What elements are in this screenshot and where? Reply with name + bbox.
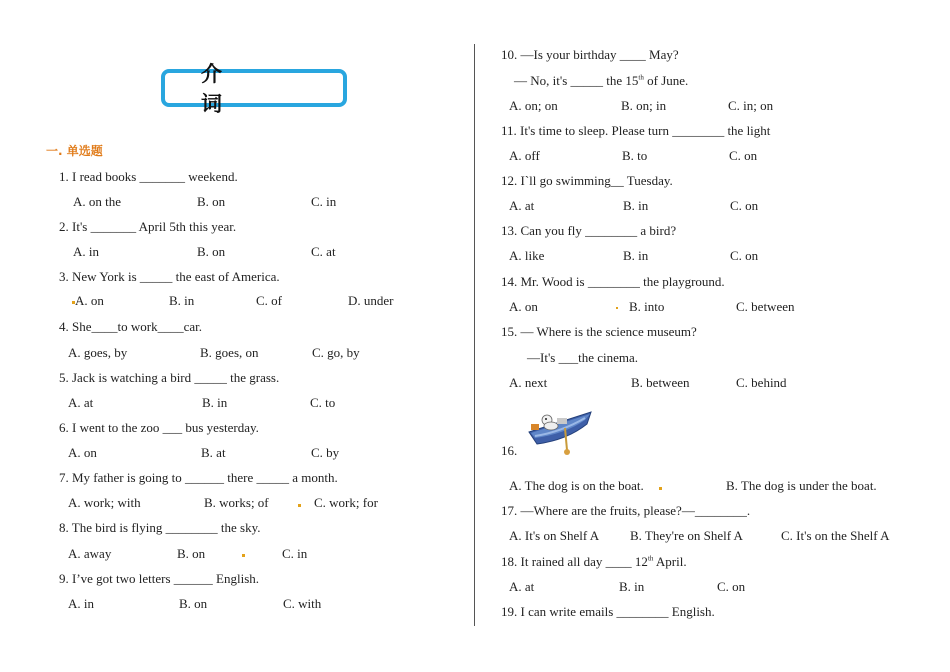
- option-6a: A. on: [68, 445, 97, 460]
- option-12c: C. on: [730, 198, 759, 213]
- option-11c: C. on: [729, 148, 758, 163]
- boat-with-dog-image: [527, 406, 595, 456]
- option-9a: A. in: [68, 596, 94, 611]
- question-5: 5. Jack is watching a bird _____ the grass.: [59, 370, 280, 385]
- option-13c: C. on: [730, 248, 759, 263]
- column-divider: [474, 44, 475, 626]
- option-11a: A. off: [509, 148, 540, 163]
- option-2c: C. at: [311, 244, 336, 259]
- question-19: 19. I can write emails ________ English.: [501, 604, 715, 619]
- option-8b: B. on: [177, 546, 206, 561]
- option-5b: B. in: [202, 395, 228, 410]
- option-10c: C. in; on: [728, 98, 774, 113]
- option-15a: A. next: [509, 375, 548, 390]
- option-7a: A. work; with: [68, 495, 141, 510]
- option-10b: B. on; in: [621, 98, 667, 113]
- title-box: [161, 62, 347, 116]
- option-17b: B. They're on Shelf A: [630, 528, 743, 543]
- question-6: 6. I went to the zoo ___ bus yesterday.: [59, 420, 259, 435]
- option-11b: B. to: [622, 148, 648, 163]
- question-10-line2: [514, 73, 688, 88]
- option-9b: B. on: [179, 596, 208, 611]
- question-15: 15. — Where is the science museum?: [501, 324, 697, 339]
- option-9c: C. with: [283, 596, 322, 611]
- option-4b: B. goes, on: [200, 345, 259, 360]
- question-12: 12. I`ll go swimming__ Tuesday.: [501, 173, 673, 188]
- question-1: 1. I read books _______ weekend.: [59, 169, 238, 184]
- question-4: 4. She____to work____car.: [59, 319, 202, 334]
- question-16: 16.: [501, 443, 518, 458]
- question-8: 8. The bird is flying ________ the sky.: [59, 520, 261, 535]
- mark-dot: [616, 307, 618, 309]
- question-15-line2: —It's ___the cinema.: [527, 350, 639, 365]
- option-6b: B. at: [201, 445, 226, 460]
- question-10: 10. —Is your birthday ____ May?: [501, 47, 679, 62]
- q18-text-b: April.: [653, 554, 687, 569]
- option-15b: B. between: [631, 375, 690, 390]
- question-14: 14. Mr. Wood is ________ the playground.: [501, 274, 725, 289]
- option-12b: B. in: [623, 198, 649, 213]
- question-9: 9. I’ve got two letters ______ English.: [59, 571, 260, 586]
- q18-text-a: 18. It rained all day ____ 12: [501, 554, 648, 569]
- page-title: 介 词: [201, 62, 258, 116]
- option-13b: B. in: [623, 248, 649, 263]
- option-3d: D. under: [348, 293, 394, 308]
- mark-dot: [298, 504, 301, 507]
- option-5c: C. to: [310, 395, 336, 410]
- question-13: 13. Can you fly ________ a bird?: [501, 223, 677, 238]
- option-4c: C. go, by: [312, 345, 360, 360]
- option-5a: A. at: [68, 395, 94, 410]
- question-2: 2. It's _______ April 5th this year.: [59, 219, 237, 234]
- question-3: 3. New York is _____ the east of America.: [59, 269, 280, 284]
- option-3a: A. on: [75, 293, 104, 308]
- option-18c: C. on: [717, 579, 746, 594]
- option-6c: C. by: [311, 445, 340, 460]
- option-17a: A. It's on Shelf A: [509, 528, 600, 543]
- option-15c: C. behind: [736, 375, 787, 390]
- option-1c: C. in: [311, 194, 337, 209]
- option-14a: A. on: [509, 299, 538, 314]
- q18-sup: th: [647, 554, 654, 563]
- q10-text-a: — No, it's _____ the 15: [514, 73, 639, 88]
- option-7c: C. work; for: [314, 495, 378, 510]
- option-16a: A. The dog is on the boat.: [509, 478, 644, 493]
- q10-text-b: of June.: [643, 73, 689, 88]
- option-17c: C. It's on the Shelf A: [781, 528, 890, 543]
- question-11: 11. It's time to sleep. Please turn ________ the light: [501, 123, 771, 138]
- option-8c: C. in: [282, 546, 308, 561]
- option-10a: A. on; on: [509, 98, 558, 113]
- option-16b: B. The dog is under the boat.: [726, 478, 877, 493]
- option-8a: A. away: [68, 546, 112, 561]
- option-18a: A. at: [509, 579, 535, 594]
- option-3c: C. of: [256, 293, 282, 308]
- mark-dot: [659, 487, 662, 490]
- question-17: 17. —Where are the fruits, please?—________.: [501, 503, 751, 518]
- option-2b: B. on: [197, 244, 226, 259]
- option-12a: A. at: [509, 198, 535, 213]
- option-2a: A. in: [73, 244, 99, 259]
- option-14c: C. between: [736, 299, 795, 314]
- q10-sup: th: [638, 73, 644, 82]
- option-3b: B. in: [169, 293, 195, 308]
- option-14b: B. into: [629, 299, 665, 314]
- question-7: 7. My father is going to ______ there _____ a month.: [59, 470, 338, 485]
- question-18: [501, 554, 687, 569]
- option-1a: A. on the: [73, 194, 122, 209]
- option-13a: A. like: [509, 248, 545, 263]
- section-heading: 一. 单选题: [46, 144, 103, 158]
- option-7b: B. works; of: [204, 495, 269, 510]
- option-4a: A. goes, by: [68, 345, 128, 360]
- option-18b: B. in: [619, 579, 645, 594]
- mark-dot: [242, 554, 245, 557]
- option-1b: B. on: [197, 194, 226, 209]
